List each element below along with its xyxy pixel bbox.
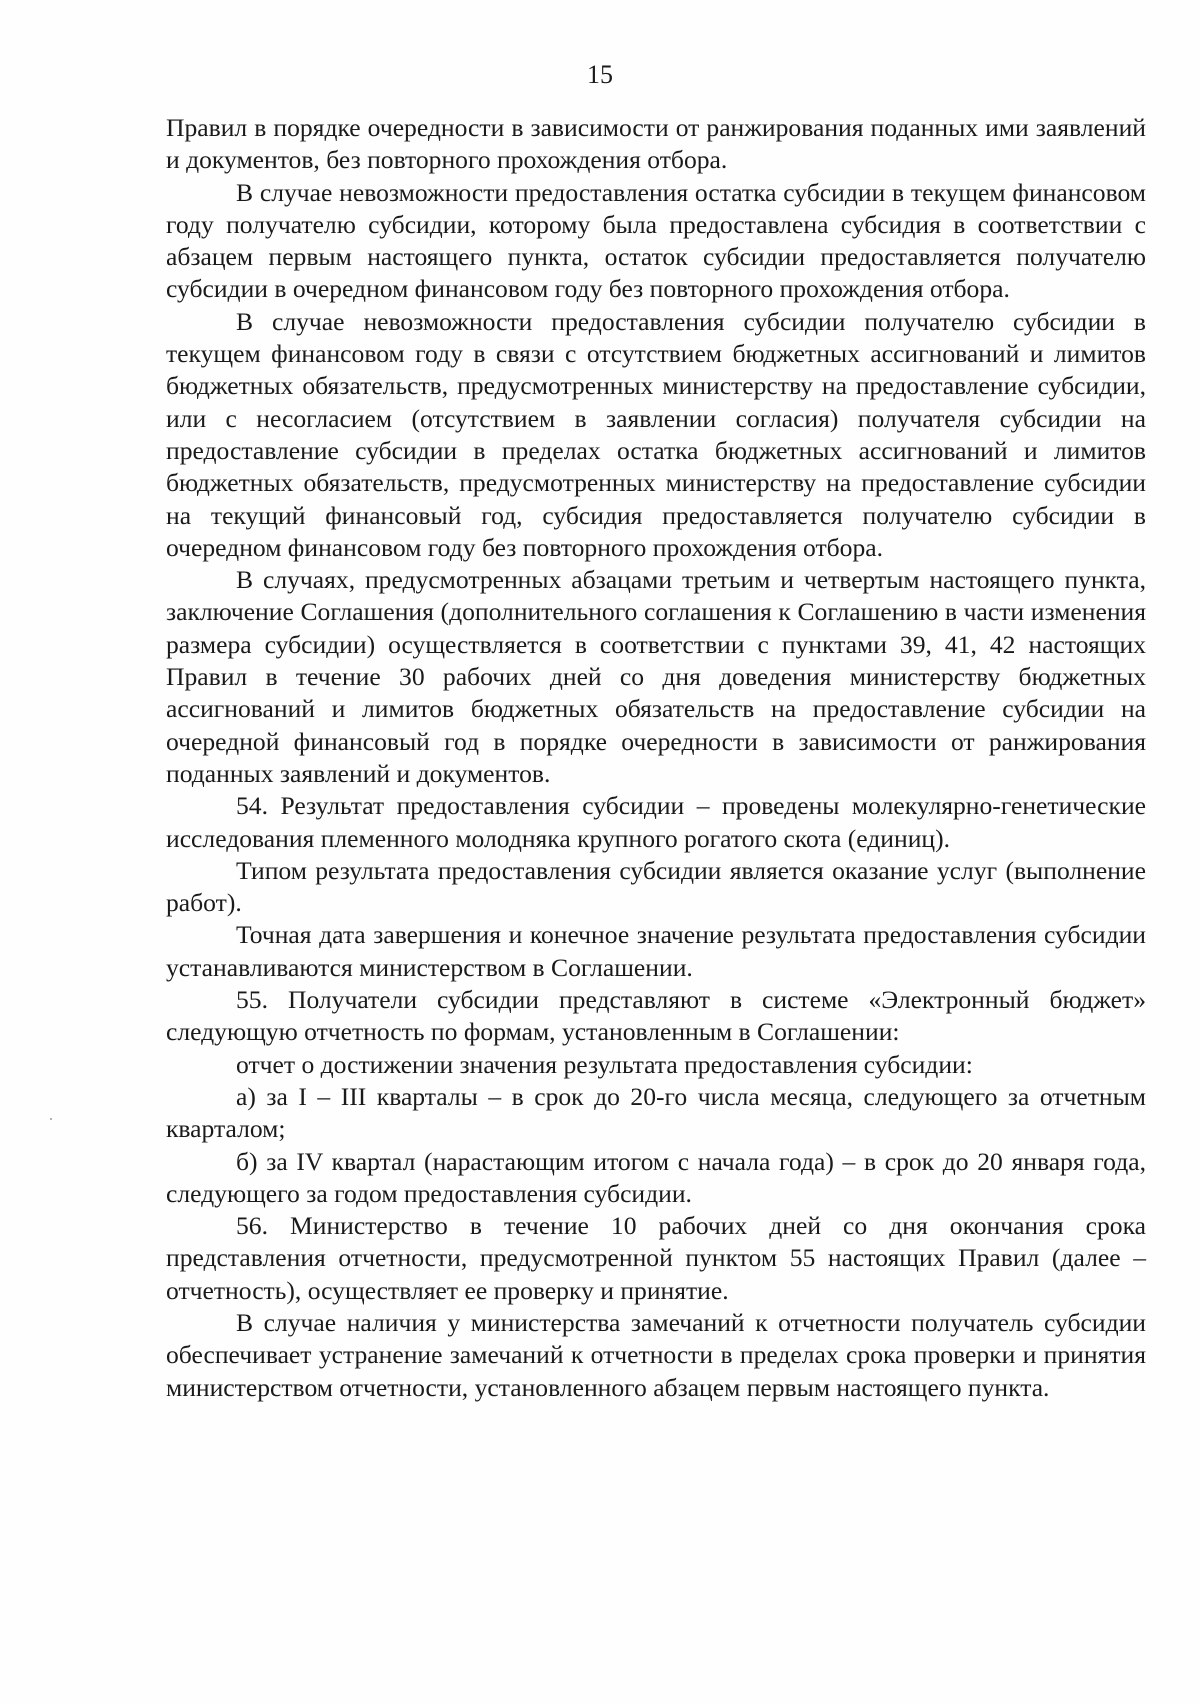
paragraph-no-allocations: В случае невозможности предоставления субсидии получателю субсидии в текущем финансовом году в связи с отсутствием бюджетных ассигнований и лимитов бюджетных обязательств, предусмотренных министерству на предоставление субсидии, или с несогласием (отсутствием в заявлении согласия) получателя субсидии на предоставление субсидии в пределах остатка бюджетных ассигнований и лимитов бюджетных обязательств, предусмотренных министерству на предоставление субсидии на текущий финансовый год, субсидия предоставляется получателю субсидии в очередном финансовом году без повторного прохождения отбора. [166,306,1146,562]
paragraph-agreement-conclusion: В случаях, предусмотренных абзацами третьим и четвертым настоящего пункта, заключение Соглашения (дополнительного соглашения к Соглашению в части изменения размера субсидии) осуществляется в соответствии с пунктами 39, 41, 42 настоящих Правил в течение 30 рабочих дней со дня доведения министерству бюджетных ассигнований и лимитов бюджетных обязательств на предоставление субсидии на очередной финансовый год в порядке очередности в зависимости от ранжирования поданных заявлений и документов. [166,565,1146,788]
scan-artifact-dot [50,1118,52,1120]
paragraph-clause-55-reporting: 55. Получатели субсидии представляют в системе «Электронный бюджет» следующую отчетность по формам, установленным в Соглашении: [166,985,1146,1047]
paragraph-clause-54-result: 54. Результат предоставления субсидии – проведены молекулярно-генетические исследования племенного молодняка крупного рогатого скота (единиц). [166,791,1146,853]
paragraph-result-type: Типом результата предоставления субсидии является оказание услуг (выполнение работ). [166,855,1146,918]
list-item-quarters: а) за I – III кварталы – в срок до 20-го числа месяца, следующего за отчетным кварталом; [166,1081,1146,1144]
paragraph-remaining-subsidy: В случае невозможности предоставления остатка субсидии в текущем финансовом году получателю субсидии, которому была предоставлена субсидия в соответствии с абзацем первым настоящего пункта, остаток субсидии предоставляется получателю субсидии в очередном финансовом году без повторного прохождения отбора. [166,177,1146,304]
page-number: 15 [587,60,613,89]
paragraph-result-date: Точная дата завершения и конечное значение результата предоставления субсидии устанавливаются министерством в Соглашении. [166,920,1146,982]
list-item-fourth-quarter: б) за IV квартал (нарастающим итогом с начала года) – в срок до 20 января года, следующего за годом предоставления субсидии. [166,1146,1146,1208]
paragraph-continuation: Правил в порядке очередности в зависимости от ранжирования поданных ими заявлений и документов, без повторного прохождения отбора. [166,113,1146,175]
paragraph-clause-56-review: 56. Министерство в течение 10 рабочих дней со дня окончания срока представления отчетности, предусмотренной пунктом 55 настоящих Правил (далее – отчетность), осуществляет ее проверку и принятие. [166,1211,1146,1305]
paragraph-report-achievement: отчет о достижении значения результата предоставления субсидии: [236,1049,973,1079]
paragraph-remarks: В случае наличия у министерства замечаний к отчетности получатель субсидии обеспечивает устранение замечаний к отчетности в пределах срока проверки и принятия министерством отчетности, установленного абзацем первым настоящего пункта. [166,1307,1146,1402]
document-body [166,112,1146,1404]
